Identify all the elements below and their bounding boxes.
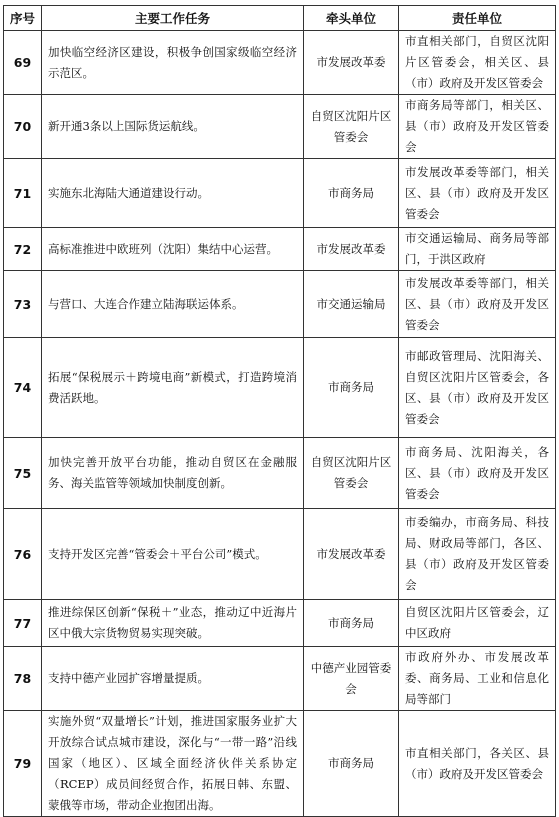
row-task: 与营口、大连合作建立陆海联运体系。: [42, 271, 304, 338]
row-num: 74: [4, 338, 42, 438]
header-lead: 牵头单位: [304, 6, 399, 31]
row-resp: 市直相关部门，自贸区沈阳片区管委会，相关区、县（市）政府及开发区管委会: [399, 31, 556, 95]
row-num: 77: [4, 600, 42, 647]
table-row: [4, 711, 556, 817]
row-lead: 市商务局: [304, 338, 399, 438]
row-task: 高标准推进中欧班列（沈阳）集结中心运营。: [42, 228, 304, 271]
row-task: 加快完善开放平台功能，推动自贸区在金融服务、海关监管等领域加快制度创新。: [42, 438, 304, 509]
table-row: [4, 95, 556, 159]
row-lead: 市发展改革委: [304, 31, 399, 95]
table-row: [4, 338, 556, 438]
row-task: 新开通3条以上国际货运航线。: [42, 95, 304, 159]
table-row: [4, 31, 556, 95]
row-num: 70: [4, 95, 42, 159]
row-task: 推进综保区创新“保税＋”业态，推动辽中近海片区中俄大宗货物贸易实现突破。: [42, 600, 304, 647]
header-resp: 责任单位: [399, 6, 556, 31]
task-table: [3, 5, 556, 817]
row-lead: 市发展改革委: [304, 228, 399, 271]
row-resp: 市委编办，市商务局、科技局、财政局等部门，各区、县（市）政府及开发区管委会: [399, 509, 556, 600]
row-resp: 自贸区沈阳片区管委会，辽中区政府: [399, 600, 556, 647]
row-lead: 自贸区沈阳片区管委会: [304, 438, 399, 509]
row-resp: 市发展改革委等部门，相关区、县（市）政府及开发区管委会: [399, 159, 556, 228]
row-num: 73: [4, 271, 42, 338]
table-row: [4, 509, 556, 600]
row-lead: 市商务局: [304, 159, 399, 228]
row-task: 支持开发区完善“管委会＋平台公司”模式。: [42, 509, 304, 600]
row-resp: 市交通运输局、商务局等部门，于洪区政府: [399, 228, 556, 271]
row-task: 加快临空经济区建设，积极争创国家级临空经济示范区。: [42, 31, 304, 95]
row-lead: 市商务局: [304, 600, 399, 647]
row-resp: 市直相关部门，各关区、县（市）政府及开发区管委会: [399, 711, 556, 817]
row-lead: 市商务局: [304, 711, 399, 817]
table-row: [4, 438, 556, 509]
row-resp: 市政府外办、市发展改革委、商务局、工业和信息化局等部门: [399, 647, 556, 711]
row-resp: 市发展改革委等部门，相关区、县（市）政府及开发区管委会: [399, 271, 556, 338]
header-task: 主要工作任务: [42, 6, 304, 31]
row-num: 72: [4, 228, 42, 271]
row-task: 实施东北海陆大通道建设行动。: [42, 159, 304, 228]
table-row: [4, 271, 556, 338]
row-num: 69: [4, 31, 42, 95]
row-task: 实施外贸“双量增长”计划，推进国家服务业扩大开放综合试点城市建设，深化与“一带一路”沿线国家（地区）、区域全面经济伙伴关系协定（RCEP）成员间经贸合作，拓展日韩、东盟、蒙俄等市场，带动企业抱团出海。: [42, 711, 304, 817]
row-lead: 市发展改革委: [304, 509, 399, 600]
row-task: 支持中德产业园扩容增量提质。: [42, 647, 304, 711]
row-resp: 市邮政管理局、沈阳海关、自贸区沈阳片区管委会，各区、县（市）政府及开发区管委会: [399, 338, 556, 438]
table-row: [4, 228, 556, 271]
row-task: 拓展“保税展示＋跨境电商”新模式，打造跨境消费活跃地。: [42, 338, 304, 438]
table-row: [4, 159, 556, 228]
row-resp: 市商务局等部门，相关区、县（市）政府及开发区管委会: [399, 95, 556, 159]
row-num: 79: [4, 711, 42, 817]
header-num: 序号: [4, 6, 42, 31]
row-num: 75: [4, 438, 42, 509]
row-num: 71: [4, 159, 42, 228]
row-lead: 中德产业园管委会: [304, 647, 399, 711]
table-row: [4, 647, 556, 711]
row-lead: 自贸区沈阳片区管委会: [304, 95, 399, 159]
table-row: [4, 600, 556, 647]
row-num: 78: [4, 647, 42, 711]
row-resp: 市商务局、沈阳海关，各区、县（市）政府及开发区管委会: [399, 438, 556, 509]
row-num: 76: [4, 509, 42, 600]
header-row: [4, 6, 556, 31]
row-lead: 市交通运输局: [304, 271, 399, 338]
